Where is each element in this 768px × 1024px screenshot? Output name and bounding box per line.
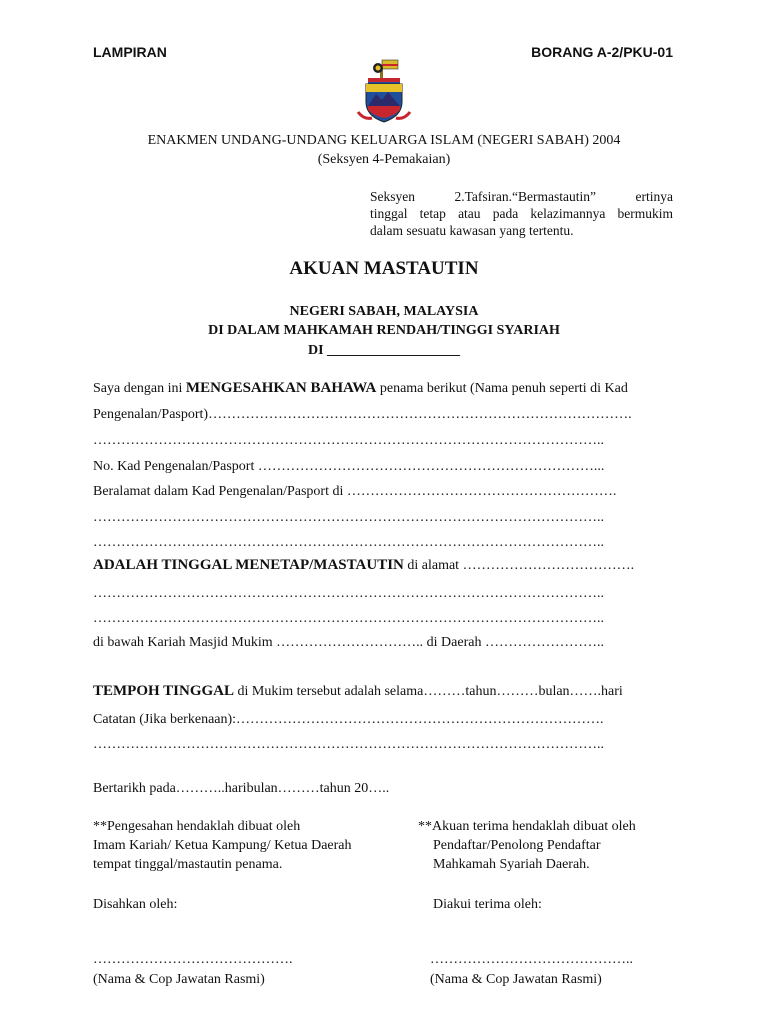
verifier-signature-line: …………………………………….: [93, 952, 293, 967]
court-location: DI ___________________: [307, 343, 461, 358]
header-form-number: BORANG A-2/PKU-01: [531, 44, 673, 60]
definition-line-1: Seksyen 2.Tafsiran.“Bermastautin” ertinya: [370, 189, 673, 204]
page-title: AKUAN MASTAUTIN: [289, 258, 479, 279]
acknowledgement-note-line-2: Pendaftar/Penolong Pendaftar: [433, 838, 601, 853]
acknowledger-name-stamp: (Nama & Cop Jawatan Rasmi): [430, 972, 602, 987]
date-field: Bertarikh pada………..haribulan………tahun 20…..: [93, 781, 390, 796]
ic-number-field: No. Kad Pengenalan/Pasport ………………………………………………………………...: [93, 459, 605, 474]
residence-address-line-1: ………………………………………………………………………………………………..: [93, 586, 604, 601]
verification-note-line-3: tempat tinggal/mastautin penama.: [93, 857, 283, 872]
header-lampiran: LAMPIRAN: [93, 44, 167, 60]
enactment-subtitle: (Seksyen 4-Pemakaian): [317, 152, 451, 167]
definition-note: [370, 188, 673, 239]
residence-duration: [93, 683, 623, 700]
verification-note-line-2: Imam Kariah/ Ketua Kampung/ Ketua Daerah: [93, 838, 352, 853]
ic-address-field: Beralamat dalam Kad Pengenalan/Pasport di ………………………………………………….: [93, 484, 617, 499]
ic-address-line-2: ………………………………………………………………………………………………..: [93, 510, 604, 525]
remarks-field: Catatan (Jika berkenaan):…………………………………………………………………….: [93, 712, 604, 727]
definition-line-3: dalam sesuatu kawasan yang tertentu.: [370, 223, 574, 238]
acknowledgement-note-line-3: Mahkamah Syariah Daerah.: [433, 857, 590, 872]
enactment-title: ENAKMEN UNDANG-UNDANG KELUARGA ISLAM (NEGERI SABAH) 2004: [147, 133, 621, 148]
verified-by-label: Disahkan oleh:: [93, 897, 178, 912]
court-name: DI DALAM MAHKAMAH RENDAH/TINGGI SYARIAH: [208, 323, 560, 338]
declaration-suffix: penama berikut (Nama penuh seperti di Kad: [376, 381, 628, 396]
ic-address-line-3: ………………………………………………………………………………………………..: [93, 535, 604, 550]
verifier-name-stamp: (Nama & Cop Jawatan Rasmi): [93, 972, 265, 987]
court-state: NEGERI SABAH, MALAYSIA: [289, 304, 479, 319]
residence-suffix: di alamat ……………………………….: [403, 558, 635, 573]
residence-statement: [93, 557, 634, 574]
declaration-bold: MENGESAHKAN BAHAWA: [185, 380, 377, 396]
declaration-prefix: Saya dengan ini: [93, 381, 186, 396]
verification-note-line-1: **Pengesahan hendaklah dibuat oleh: [93, 819, 301, 834]
acknowledgement-note-line-1: **Akuan terima hendaklah dibuat oleh: [418, 819, 636, 834]
residence-address-line-2: ………………………………………………………………………………………………..: [93, 611, 604, 626]
declaration-statement: [93, 380, 628, 397]
acknowledger-signature-line: ……………………………………..: [430, 952, 633, 967]
kariah-district-field: di bawah Kariah Masjid Mukim ………………………….. di Daerah ……………………..: [93, 635, 604, 650]
duration-bold: TEMPOH TINGGAL: [93, 683, 234, 699]
remarks-line-2: ………………………………………………………………………………………………..: [93, 737, 604, 752]
name-field-line-1: Pengenalan/Pasport)……………………………………………………………………………….: [93, 407, 632, 422]
acknowledged-by-label: Diakui terima oleh:: [433, 897, 542, 912]
name-field-line-2: ………………………………………………………………………………………………..: [93, 433, 604, 448]
residence-bold: ADALAH TINGGAL MENETAP/MASTAUTIN: [93, 557, 404, 573]
duration-suffix: di Mukim tersebut adalah selama………tahun………bulan…….hari: [234, 684, 623, 699]
sabah-coat-of-arms-icon: [354, 56, 414, 126]
definition-line-2: tinggal tetap atau pada kelazimannya bermukim: [370, 206, 673, 221]
